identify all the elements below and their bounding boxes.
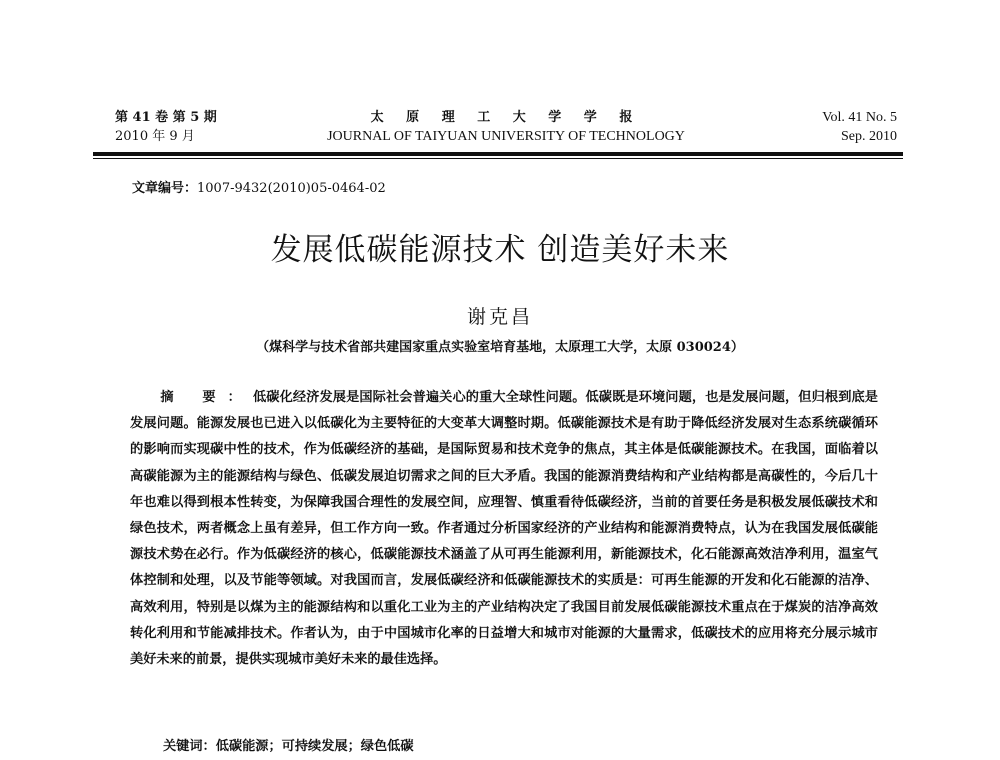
article-number [132,177,386,196]
abstract [130,385,878,673]
article-number-label: 文章编号： [132,181,198,196]
header-right [822,108,897,146]
volume-en: Vol. 41 No. 5 [822,110,897,125]
keywords [163,737,414,757]
author-name: 谢克昌 [466,306,533,328]
keywords-text: 低碳能源；可持续发展；绿色低碳 [215,739,414,754]
journal-name-cn: 太 原 理 工 大 学 学 报 [370,110,642,125]
header-rule-thin [93,158,903,159]
keywords-label: 关键词： [163,739,216,754]
author-affiliation: （煤科学与技术省部共建国家重点实验室培育基地，太原理工大学，太原 030024） [256,340,744,355]
volume-issue: 第 41 卷 第 5 期 [115,110,217,125]
abstract-label: 摘 要： [160,390,253,405]
header-center [115,108,897,146]
journal-header [115,108,897,150]
journal-name-en: JOURNAL OF TAIYUAN UNIVERSITY OF TECHNOLOGY [327,129,685,144]
abstract-text: 低碳化经济发展是国际社会普遍关心的重大全球性问题。低碳既是环境问题，也是发展问题，但归根到底是发展问题。能源发展也已进入以低碳化为主要特征的大变革大调整时期。低碳能源技术是有助于降低经济发展对生态系统碳循环的影响而实现碳中性的技术，作为低碳经济的基础，是国际贸易和技术竞争的焦点，其主体是低碳能源技术。在我国，面临着以高碳能源为主的能源结构与绿色、低碳发展迫切需求之间的巨大矛盾。我国的能源消费结构和产业结构都是高碳性的，今后几十年也难以得到根本性转变，为保障我国合理性的发展空间，应理智、慎重看待低碳经济，当前的首要任务是积极发展低碳技术和绿色技术，两者概念上虽有差异，但工作方向一致。作者通过分析国家经济的产业结构和能源消费特点，认为在我国发展低碳能源技术势在必行。作为低碳经济的核心，低碳能源技术涵盖了从可再生能源利用，新能源技术，化石能源高效洁净利用，温室气体控制和处理，以及节能等领域。对我国而言，发展低碳经济和低碳能源技术的实质是：可再生能源的开发和化石能源的洁净、高效利用，特别是以煤为主的能源结构和以重化工业为主的产业结构决定了我国目前发展低碳能源技术重点在于煤炭的洁净高效转化利用和节能减排技术。作者认为，由于中国城市化率的日益增大和城市对能源的大量需求，低碳技术的应用将充分展示城市美好未来的前景，提供实现城市美好未来的最佳选择。 [130,390,878,668]
issue-date-en: Sep. 2010 [841,129,897,144]
article-number-value: 1007-9432(2010)05-0464-02 [197,181,386,196]
issue-date-cn: 2010 年 9 月 [115,129,195,144]
header-rule-thick [93,152,903,156]
paper-title: 发展低碳能源技术 创造美好未来 [270,232,730,268]
